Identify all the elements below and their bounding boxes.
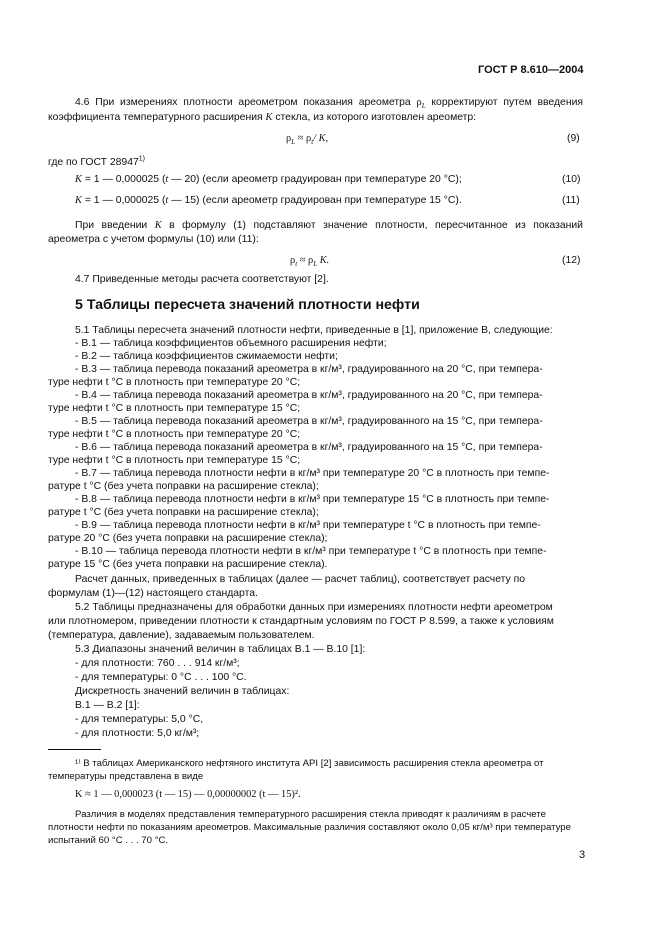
text: 4.6 При измерениях плотности ареометром показания ареометра bbox=[75, 97, 417, 108]
s5-line-21: 5.2 Таблицы предназначены для обработки данных при измерениях плотности нефти ареометром bbox=[75, 602, 553, 613]
s5-line-12: ратуре t °С (без учета поправки на расширение стекла); bbox=[48, 481, 319, 492]
s5-line-9: - В.6 — таблица перевода показаний ареометра в кг/м³, градуированного на 15 °С, при темпера- bbox=[75, 442, 543, 453]
s5-line-11: - В.7 — таблица перевода плотности нефти в кг/м³ при температуре 20 °С в плотность при темпе- bbox=[75, 468, 550, 479]
para-4-7: 4.7 Приведенные методы расчета соответствуют [2]. bbox=[75, 274, 329, 285]
formula-10 bbox=[75, 173, 462, 186]
s5-line-24: 5.3 Диапазоны значений величин в таблицах В.1 — В.10 [1]: bbox=[75, 644, 366, 655]
footnote-line-4: плотности нефти по показаниям ареометров. Максимальные различия составляют около 0,05 кг/м³ при температуре bbox=[48, 822, 571, 833]
s5-line-1: - В.1 — таблица коэффициентов объемного расширения нефти; bbox=[75, 338, 387, 349]
t-symbol: t bbox=[165, 174, 169, 185]
formula-11-number: (11) bbox=[562, 195, 580, 206]
footnote-line-5: испытаний 60 °С . . . 70 °С. bbox=[48, 835, 169, 846]
k-symbol: K bbox=[75, 195, 82, 206]
t-symbol: t bbox=[165, 195, 169, 206]
s5-line-0: 5.1 Таблицы пересчета значений плотности нефти, приведенные в [1], приложение В, следующие: bbox=[75, 325, 553, 336]
text: = 1 — 0,000025 ( bbox=[81, 174, 166, 185]
para-4-6-line2 bbox=[48, 111, 476, 124]
footnote-line-3: Различия в моделях представления температурного расширения стекла приводят к различиям в расчете bbox=[75, 809, 546, 820]
subscript: L bbox=[291, 138, 296, 147]
s5-line-3: - В.3 — таблица перевода показаний ареометра в кг/м³, градуированного на 20 °С, при темпера- bbox=[75, 364, 543, 375]
formula-12-number: (12) bbox=[562, 255, 581, 266]
formula-10-number: (10) bbox=[562, 174, 581, 185]
s5-line-10: туре нефти t °С в плотность при температуре 15 °С; bbox=[48, 455, 301, 466]
para-4-6-p2-line2: ареометра с учетом формулы (10) или (11): bbox=[48, 234, 259, 245]
para-4-6-p2-line1 bbox=[75, 219, 583, 232]
text: коэффициента температурного расширения bbox=[48, 112, 266, 123]
text: стекла, из которого изготовлен ареометр: bbox=[272, 112, 477, 123]
s5-line-22: или плотномером, приведении плотности к стандартным условиям по ГОСТ Р 8.599, а также к условиям bbox=[48, 616, 554, 627]
s5-line-5: - В.4 — таблица перевода показаний ареометра в кг/м³, градуированного на 20 °С, при темпера- bbox=[75, 390, 543, 401]
document-id: ГОСТ Р 8.610—2004 bbox=[478, 64, 584, 76]
s5-line-8: туре нефти t °С в плотность при температуре 20 °С; bbox=[48, 429, 301, 440]
subscript: L bbox=[421, 102, 426, 109]
page-number: 3 bbox=[579, 849, 586, 861]
k-symbol: K bbox=[265, 112, 273, 123]
text: При введении bbox=[75, 220, 155, 231]
s5-line-4: туре нефти t °С в плотность при температуре 20 °С; bbox=[48, 377, 301, 388]
s5-line-13: - В.8 — таблица перевода плотности нефти в кг/м³ при температуре 15 °С в плотность при темпе- bbox=[75, 494, 550, 505]
subscript: L bbox=[313, 260, 318, 269]
k-symbol: K bbox=[154, 220, 162, 231]
text: корректируют путем введения bbox=[425, 97, 583, 108]
footnote-line-1: ¹⁾ В таблицах Американского нефтяного института API [2] зависимость расширения стекла ареометра от bbox=[75, 758, 544, 769]
s5-line-14: ратуре t °С (без учета поправки на расширение стекла); bbox=[48, 507, 319, 518]
footnote-line-2: температуры представлена в виде bbox=[48, 771, 204, 782]
formula-9 bbox=[286, 132, 328, 145]
rho-symbol: ρ bbox=[290, 255, 296, 266]
subscript: t bbox=[311, 138, 314, 147]
subscript: t bbox=[295, 260, 298, 269]
text: / K, bbox=[313, 133, 329, 144]
para-4-6-line1 bbox=[75, 96, 583, 109]
text: в формулу (1) подставляют значение плотности, пересчитанное из показаний bbox=[161, 220, 583, 231]
formula-9-number: (9) bbox=[567, 133, 580, 144]
s5-line-19: Расчет данных, приведенных в таблицах (далее — расчет таблиц), соответствует расчету по bbox=[75, 574, 526, 585]
k-symbol: K bbox=[75, 174, 82, 185]
s5-line-20: формулам (1)—(12) настоящего стандарта. bbox=[48, 588, 258, 599]
s5-line-26: - для температуры: 0 °С . . . 100 °С. bbox=[75, 672, 247, 683]
text: — 15) (если ареометр градуирован при температуре 15 °С). bbox=[168, 195, 462, 206]
s5-line-30: - для плотности: 5,0 кг/м³; bbox=[75, 728, 200, 739]
s5-line-15: - В.9 — таблица перевода плотности нефти в кг/м³ при температуре t °С в плотность при темпе- bbox=[75, 520, 541, 531]
s5-line-7: - В.5 — таблица перевода показаний ареометра в кг/м³, градуированного на 15 °С, при темпера- bbox=[75, 416, 543, 427]
where-line bbox=[48, 156, 145, 169]
s5-line-25: - для плотности: 760 . . . 914 кг/м³; bbox=[75, 658, 240, 669]
text: K. bbox=[317, 255, 330, 266]
formula-11 bbox=[75, 194, 462, 207]
s5-line-23: (температура, давление), задаваемым пользователем. bbox=[48, 630, 315, 641]
s5-line-27: Дискретность значений величин в таблицах: bbox=[75, 686, 290, 697]
s5-line-18: ратуре 15 °С (без учета поправки на расширение стекла). bbox=[48, 559, 328, 570]
text: = 1 — 0,000025 ( bbox=[81, 195, 166, 206]
s5-line-16: ратуре 20 °С (без учета поправки на расширение стекла); bbox=[48, 533, 328, 544]
s5-line-29: - для температуры: 5,0 °С, bbox=[75, 714, 204, 725]
text: — 20) (если ареометр градуирован при температуре 20 °С); bbox=[168, 174, 462, 185]
footnote-formula: K ≈ 1 — 0,000023 (t — 15) — 0,00000002 (t — 15)². bbox=[75, 789, 301, 800]
s5-line-28: В.1 — В.2 [1]: bbox=[75, 700, 140, 711]
text: ≈ ρ bbox=[297, 255, 314, 266]
text: где по ГОСТ 28947 bbox=[48, 157, 139, 168]
formula-12 bbox=[290, 254, 329, 267]
footnote-ref: 1) bbox=[138, 155, 145, 163]
s5-line-6: туре нефти t °С в плотность при температуре 15 °С; bbox=[48, 403, 301, 414]
text: ≈ ρ bbox=[295, 133, 312, 144]
footnote-divider bbox=[48, 749, 101, 750]
s5-line-17: - В.10 — таблица перевода плотности нефти в кг/м³ при температуре t °С в плотность при темпе- bbox=[75, 546, 547, 557]
section-5-title: 5 Таблицы пересчета значений плотности нефти bbox=[75, 297, 420, 313]
s5-line-2: - В.2 — таблица коэффициентов сжимаемости нефти; bbox=[75, 351, 338, 362]
rho-symbol: ρ bbox=[286, 133, 292, 144]
rho-symbol: ρ bbox=[416, 97, 422, 108]
